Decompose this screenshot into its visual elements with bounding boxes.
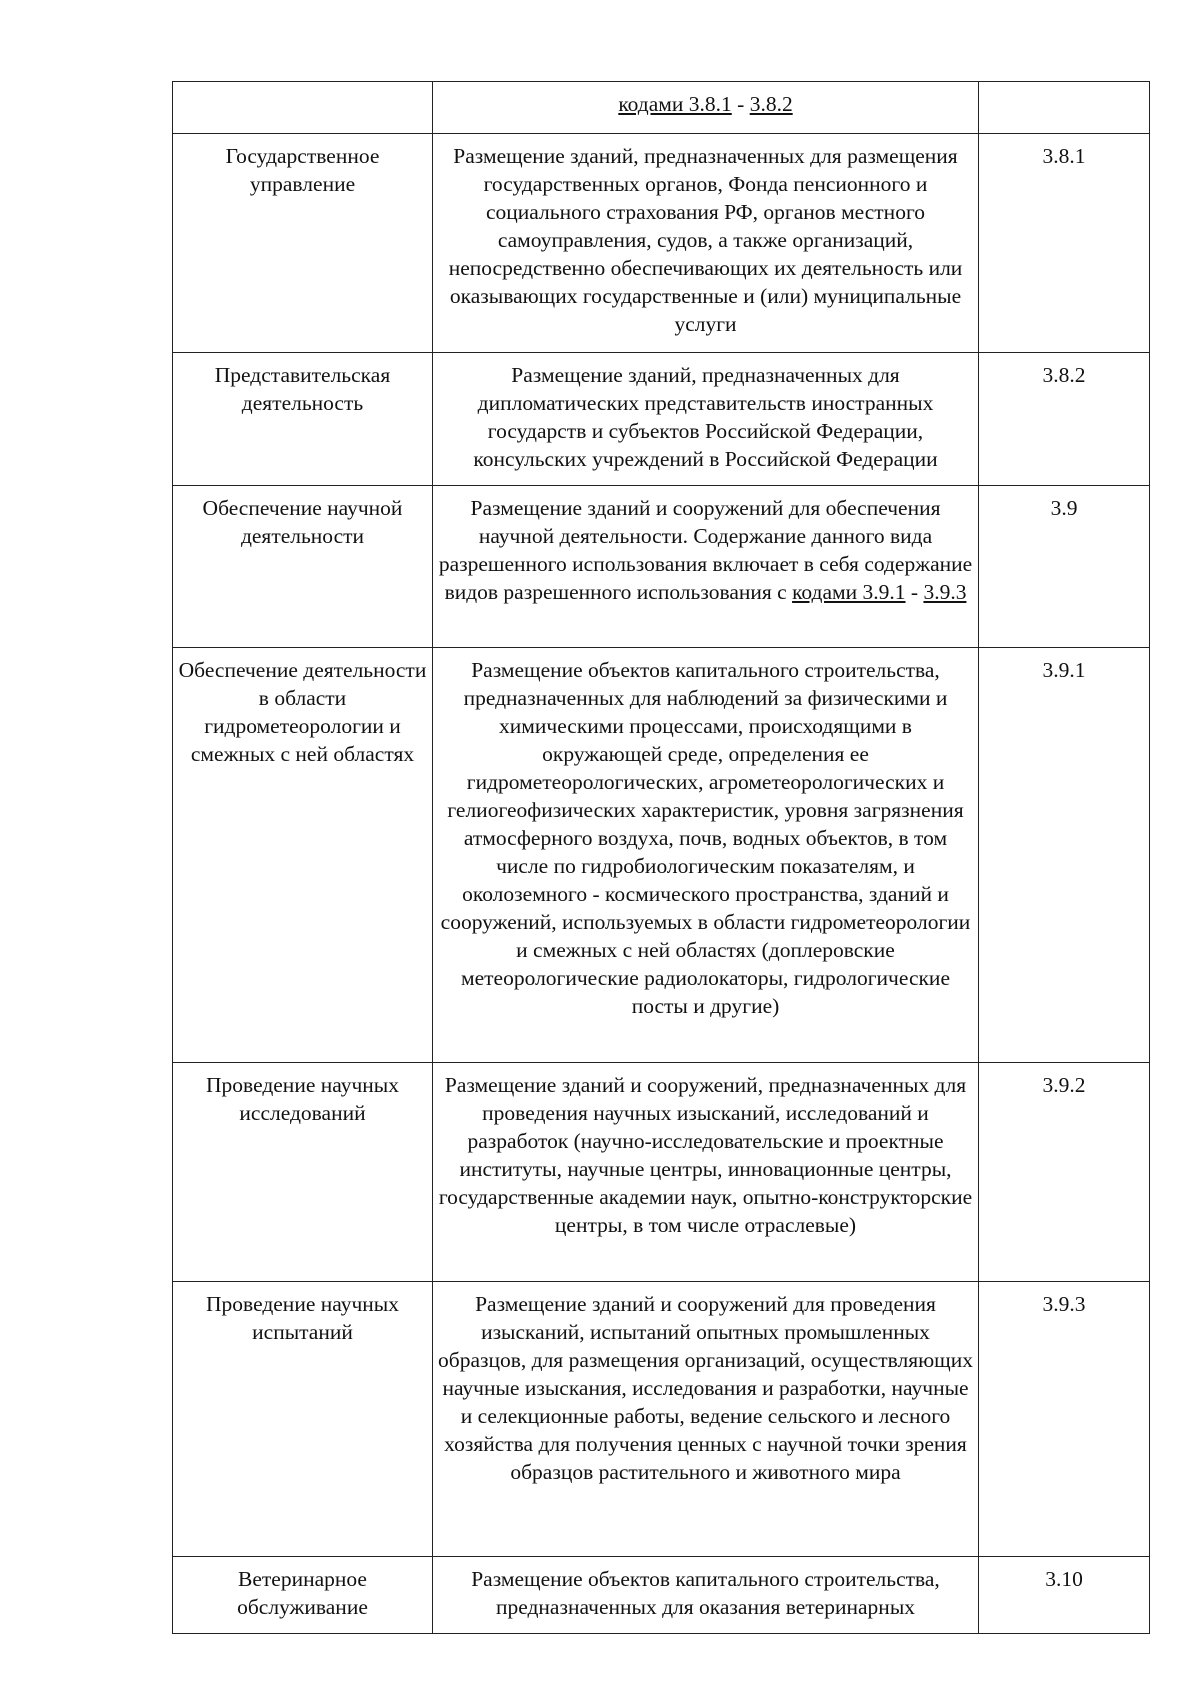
description-text: Размещение зданий, предназначенных для дипломатических представительств иностранных государств и субъектов Российской Федерации, консульских учреждений в Российской Федерации (473, 363, 938, 471)
description-text: Размещение зданий, предназначенных для размещения государственных органов, Фонда пенсионного и социального страхования РФ, органов местного самоуправления, судов, а также организаций, непосредственно обеспечивающих их деятельность или оказывающих государственные и (или) муниципальные услуги (448, 144, 963, 336)
table-row (173, 353, 1150, 486)
use-description-cell (433, 82, 979, 134)
table-row (173, 648, 1150, 1063)
table-row (173, 486, 1150, 648)
use-name-cell: Представительская деятельность (173, 353, 433, 486)
use-description-cell (433, 486, 979, 648)
table-row (173, 134, 1150, 353)
use-name-cell: Проведение научных исследований (173, 1063, 433, 1282)
description-text: Размещение объектов капитального строительства, предназначенных для наблюдений за физическими и химическими процессами, происходящими в окружающей среде, определения ее гидрометеорологических, агрометеорологических и гелиогеофизических характеристик, уровня загрязнения атмосферного воздуха, почв, водных объектов, в том числе по гидробиологическим показателям, и околоземного - космического пространства, зданий и сооружений, используемых в области гидрометеорологии и смежных с ней областях (доплеровские метеорологические радиолокаторы, гидрологические посты и другие) (440, 658, 971, 1018)
use-description-cell (433, 1557, 979, 1634)
table-row (173, 82, 1150, 134)
code-link[interactable]: 3.9.3 (923, 580, 967, 604)
use-description-cell (433, 1282, 979, 1557)
use-description-cell (433, 1063, 979, 1282)
use-name-cell: Проведение научных испытаний (173, 1282, 433, 1557)
description-text: Размещение зданий и сооружений для проведения изысканий, испытаний опытных промышленных образцов, для размещения организаций, осуществляющих научные изыскания, исследования и разработки, научные и селекционные работы, ведение сельского и лесного хозяйства для получения ценных с научной точки зрения образцов растительного и животного мира (438, 1292, 973, 1484)
description-text: - (905, 580, 924, 604)
use-name-cell: Государственное управление (173, 134, 433, 353)
use-name-cell (173, 82, 433, 134)
use-code-cell: 3.8.1 (979, 134, 1150, 353)
table-row (173, 1282, 1150, 1557)
description-text: - (731, 92, 750, 116)
use-description-cell (433, 353, 979, 486)
use-name-cell: Ветеринарное обслуживание (173, 1557, 433, 1634)
use-code-cell: 3.9.1 (979, 648, 1150, 1063)
use-code-cell (979, 82, 1150, 134)
code-link[interactable]: 3.8.2 (749, 92, 793, 116)
code-link[interactable]: кодами 3.8.1 (618, 92, 732, 116)
description-text: Размещение зданий и сооружений, предназначенных для проведения научных изысканий, исследований и разработок (научно-исследовательские и проектные институты, научные центры, инновационные центры, государственные академии наук, опытно-конструкторские центры, в том числе отраслевые) (438, 1073, 973, 1237)
description-text: Размещение объектов капитального строительства, предназначенных для оказания ветеринарных (471, 1567, 940, 1619)
use-code-cell: 3.10 (979, 1557, 1150, 1634)
use-name-cell: Обеспечение деятельности в области гидрометеорологии и смежных с ней областях (173, 648, 433, 1063)
table-row (173, 1063, 1150, 1282)
description-text: Размещение зданий и сооружений для обеспечения научной деятельности. Содержание данного вида разрешенного использования включает в себя содержание видов разрешенного использования с (438, 496, 973, 604)
code-link[interactable]: кодами 3.9.1 (792, 580, 906, 604)
use-code-cell: 3.8.2 (979, 353, 1150, 486)
use-description-cell (433, 134, 979, 353)
use-code-cell: 3.9.2 (979, 1063, 1150, 1282)
use-code-cell: 3.9.3 (979, 1282, 1150, 1557)
land-use-table (172, 81, 1150, 1634)
use-description-cell (433, 648, 979, 1063)
use-name-cell: Обеспечение научной деятельности (173, 486, 433, 648)
table-row (173, 1557, 1150, 1634)
use-code-cell: 3.9 (979, 486, 1150, 648)
